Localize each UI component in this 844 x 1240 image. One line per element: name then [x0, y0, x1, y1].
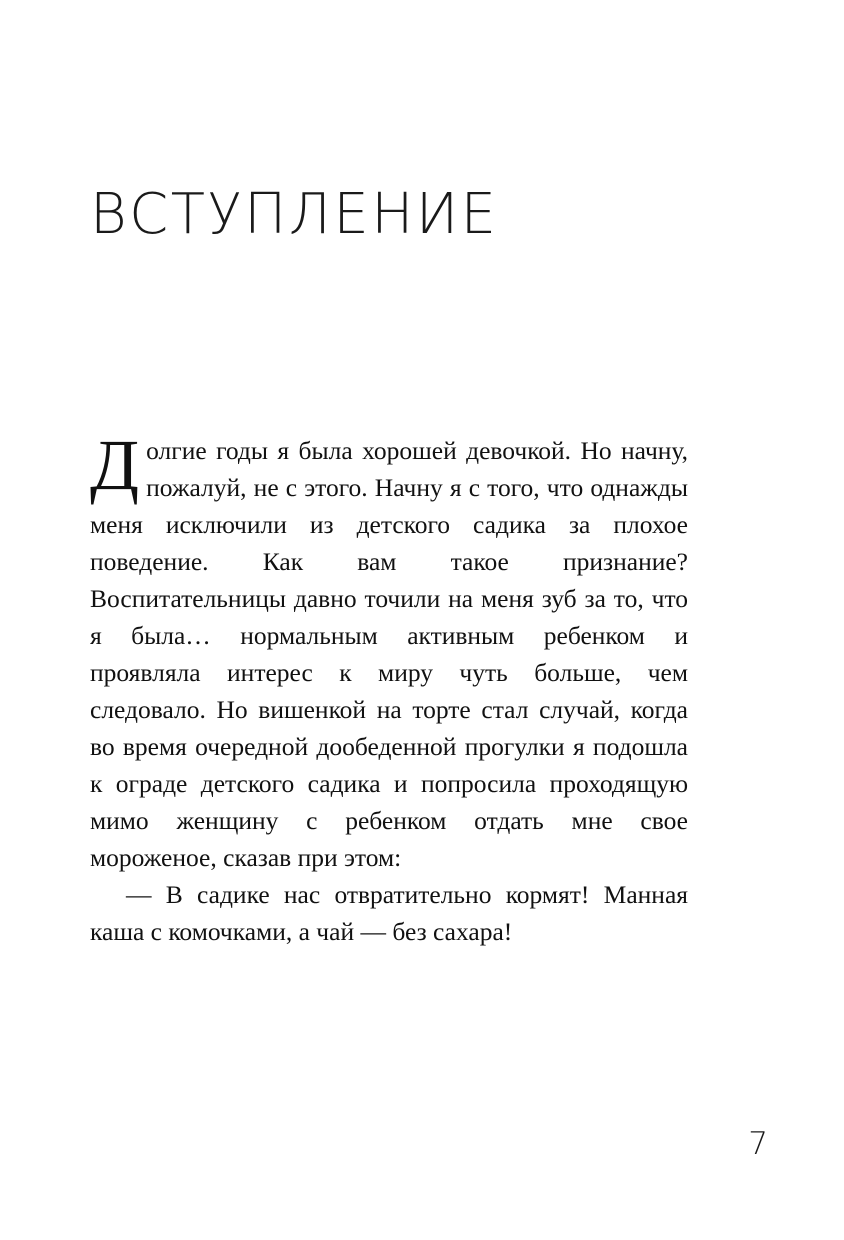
paragraph-intro — [90, 425, 688, 876]
paragraph-dialogue: — В садике нас отвратительно кормят! Манная каша с комочками, а чай — без сахара! — [90, 880, 688, 946]
page-title: ВСТУПЛЕНИЕ — [90, 181, 499, 247]
body-text-block — [90, 425, 688, 950]
drop-cap: Д — [90, 425, 140, 505]
page-number: 7 — [748, 1126, 768, 1162]
paragraph-intro-text: олгие годы я была хорошей девочкой. Но начну, пожалуй, не с этого. Начну я с того, что однажды меня исключили из детского садика за плохое поведение. Как вам такое признание? Воспитательницы давно точили на меня зуб за то, что я была… нормальным активным ребенком и проявляла интерес к миру чуть больше, чем следовало. Но вишенкой на торте стал случай, когда во время очередной дообеденной прогулки я подошла к ограде детского садика и попросила проходящую мимо женщину с ребенком отдать мне свое мороженое, сказав при этом: — [90, 436, 688, 872]
